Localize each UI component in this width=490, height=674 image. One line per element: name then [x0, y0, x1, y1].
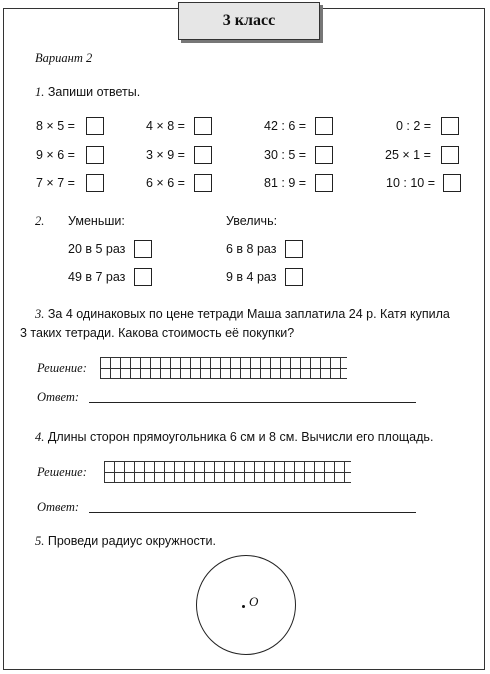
task5-number: 5. [35, 534, 45, 548]
expr: 8 × 5 = [36, 119, 75, 133]
task2-right-heading: Увеличь: [226, 214, 278, 228]
task3-text-1: За 4 одинаковых по цене тетради Маша заплатила 24 р. Катя купила [47, 307, 450, 321]
task4-text: Длины сторон прямоугольника 6 см и 8 см. Вычисли его площадь. [47, 430, 434, 444]
task1-text: Запиши ответы. [47, 85, 141, 99]
answer-box[interactable] [315, 146, 333, 164]
expr: 42 : 6 = [264, 119, 307, 133]
task3-answer-line[interactable] [89, 402, 416, 403]
task2-number: 2. [35, 214, 45, 228]
task3-text-2: 3 таких тетради. Какова стоимость её покупки? [20, 326, 295, 340]
answer-box[interactable] [285, 240, 303, 258]
answer-box[interactable] [86, 146, 104, 164]
circle-center-label: O [249, 594, 259, 609]
answer-box[interactable] [134, 240, 152, 258]
task4-heading [35, 430, 433, 445]
expr: 7 × 7 = [36, 176, 75, 190]
grade-header [178, 2, 320, 40]
task4-answer-line[interactable] [89, 512, 416, 513]
expr: 3 × 9 = [146, 148, 185, 162]
task2-left-item: 49 в 7 раз [68, 270, 126, 284]
answer-box[interactable] [86, 117, 104, 135]
variant-label: Вариант 2 [35, 51, 93, 65]
answer-box[interactable] [194, 117, 212, 135]
expr: 0 : 2 = [396, 119, 432, 133]
task2-left-item: 20 в 5 раз [68, 242, 126, 256]
answer-box[interactable] [315, 117, 333, 135]
answer-box[interactable] [441, 117, 459, 135]
answer-box[interactable] [86, 174, 104, 192]
task3-solution-label: Решение: [37, 361, 87, 375]
expr: 25 × 1 = [385, 148, 431, 162]
expr: 30 : 5 = [264, 148, 307, 162]
task4-answer-label: Ответ: [37, 500, 80, 514]
expr: 4 × 8 = [146, 119, 185, 133]
expr: 10 : 10 = [386, 176, 435, 190]
task4-solution-grid[interactable] [104, 461, 351, 483]
task3-answer-label: Ответ: [37, 390, 80, 404]
answer-box[interactable] [134, 268, 152, 286]
task2-right-item: 6 в 8 раз [226, 242, 277, 256]
answer-box[interactable] [194, 146, 212, 164]
answer-box[interactable] [443, 174, 461, 192]
grade-title: 3 класс [222, 12, 276, 29]
task3-line1 [35, 307, 450, 322]
expr: 81 : 9 = [264, 176, 307, 190]
task4-number: 4. [35, 430, 45, 444]
task3-number: 3. [35, 307, 45, 321]
task2-left-heading: Уменьши: [68, 214, 125, 228]
expr: 6 × 6 = [146, 176, 185, 190]
circle-drawing[interactable] [196, 555, 296, 655]
task1-number: 1. [35, 85, 45, 99]
expr: 9 × 6 = [36, 148, 75, 162]
task5-heading [35, 534, 216, 549]
task4-solution-label: Решение: [37, 465, 87, 479]
circle-center-dot [242, 605, 245, 608]
task3-solution-grid[interactable] [100, 357, 347, 379]
answer-box[interactable] [441, 146, 459, 164]
task5-text: Проведи радиус окружности. [47, 534, 216, 548]
answer-box[interactable] [285, 268, 303, 286]
answer-box[interactable] [315, 174, 333, 192]
answer-box[interactable] [194, 174, 212, 192]
task2-right-item: 9 в 4 раз [226, 270, 277, 284]
task1-heading [35, 85, 140, 100]
